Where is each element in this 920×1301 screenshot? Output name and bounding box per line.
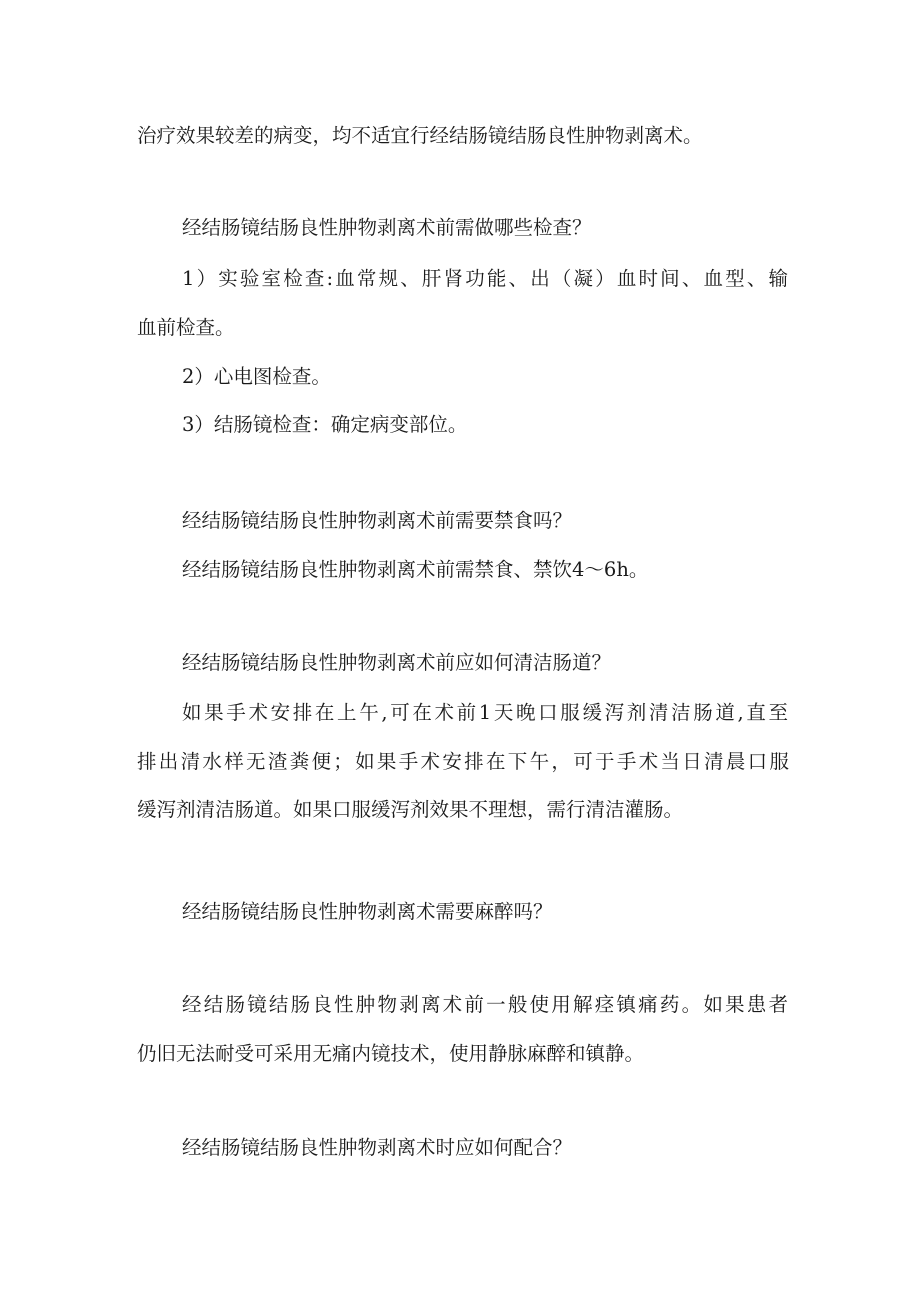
- question-heading: 经结肠镜结肠良性肿物剥离术需要麻醉吗？: [182, 900, 553, 923]
- question-heading: 经结肠镜结肠良性肿物剥离术时应如何配合？: [182, 1136, 573, 1159]
- paragraph-line: 经结肠镜结肠良性肿物剥离术前一般使用解痉镇痛药。如果患者: [182, 993, 788, 1016]
- list-item: 3）结肠镜检查：确定病变部位。: [182, 413, 468, 436]
- question-heading: 经结肠镜结肠良性肿物剥离术前需要禁食吗？: [182, 509, 573, 532]
- paragraph-line: 排出清水样无渣粪便；如果手术安排在下午，可于手术当日清晨口服: [137, 750, 789, 773]
- paragraph-line: 如果手术安排在上午,可在术前1天晚口服缓泻剂清洁肠道,直至: [182, 701, 788, 724]
- paragraph-line: 仍旧无法耐受可采用无痛内镜技术，使用静脉麻醉和镇静。: [137, 1042, 645, 1065]
- paragraph-line: 缓泻剂清洁肠道。如果口服缓泻剂效果不理想，需行清洁灌肠。: [137, 798, 684, 821]
- question-heading: 经结肠镜结肠良性肿物剥离术前应如何清洁肠道？: [182, 651, 612, 674]
- paragraph-line: 1）实验室检查:血常规、肝肾功能、出（凝）血时间、血型、输: [182, 267, 788, 290]
- paragraph-line: 治疗效果较差的病变，均不适宜行经结肠镜结肠良性肿物剥离术。: [137, 124, 703, 147]
- paragraph-line: 血前检查。: [137, 316, 235, 339]
- question-heading: 经结肠镜结肠良性肿物剥离术前需做哪些检查？: [182, 216, 592, 239]
- list-item: 2）心电图检查。: [182, 365, 331, 388]
- paragraph-line: 经结肠镜结肠良性肿物剥离术前需禁食、禁饮4～6h。: [182, 558, 649, 581]
